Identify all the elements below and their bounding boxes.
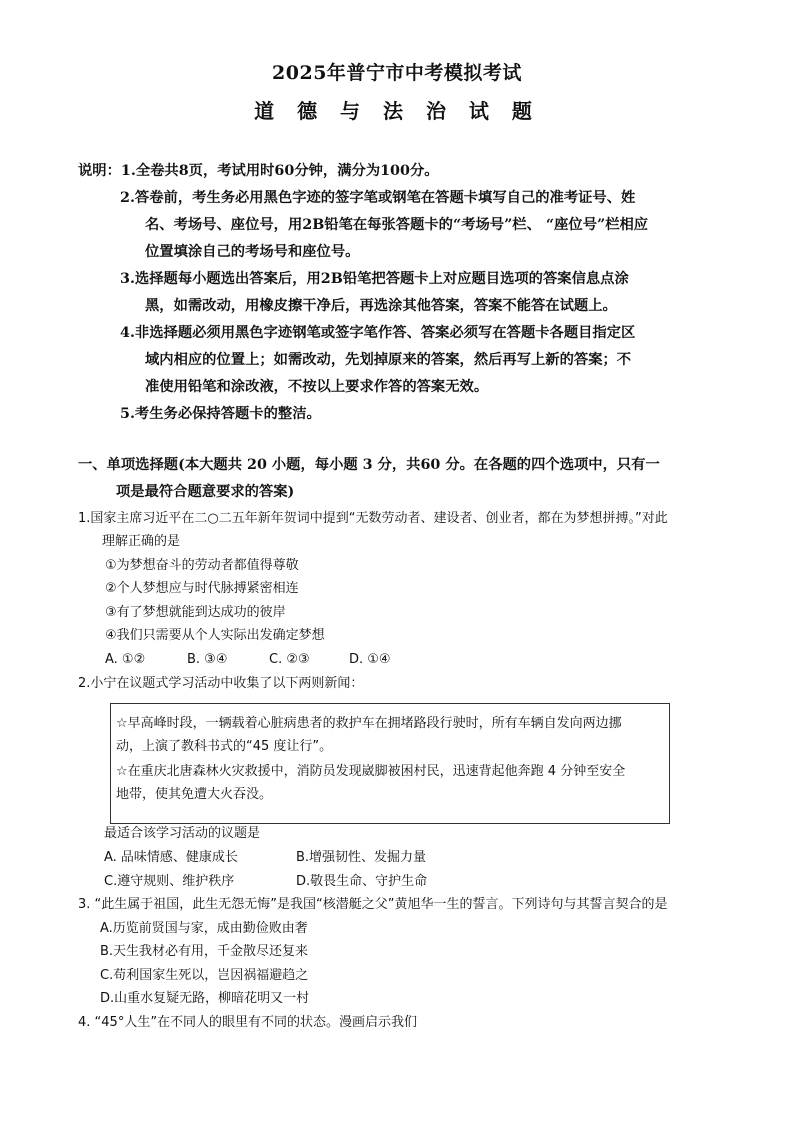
- instructions-item-4-line-2: 域内相应的位置上；如需改动，先划掉原来的答案，然后再写上新的答案；不: [145, 352, 632, 368]
- instructions-item-4-line-3: 准使用铅笔和涂改液，不按以上要求作答的答案无效。: [145, 379, 489, 395]
- q2-option-b: B.增强韧性、发掘力量: [296, 850, 427, 865]
- q1-statement-4: ④我们只需要从个人实际出发确定梦想: [105, 628, 325, 643]
- q1-option-c: C. ②③: [269, 652, 310, 667]
- q2-news-1-line-1: ☆早高峰时段，一辆载着心脏病患者的救护车在拥堵路段行驶时，所有车辆自发向两边挪: [116, 716, 622, 731]
- q3-option-a: A.历览前贤国与家，成由勤俭败由奢: [100, 921, 308, 936]
- q1-statement-3: ③有了梦想就能到达成功的彼岸: [105, 605, 286, 620]
- q2-option-d: D.敬畏生命、守护生命: [296, 874, 428, 889]
- instructions-item-5: 5.考生务必保持答题卡的整洁。: [120, 406, 321, 422]
- q1-option-d: D. ①④: [349, 652, 391, 667]
- instructions-item-4-line-1: 4.非选择题必须用黑色字迹钢笔或签字笔作答、答案必须写在答题卡各题目指定区: [120, 325, 636, 341]
- q2-news-2-line-2: 地带，使其免遭大火吞没。: [116, 787, 273, 802]
- q2-question: 最适合该学习活动的议题是: [104, 826, 261, 841]
- q2-options-row-2: [104, 870, 427, 894]
- q3-stem: 3. “此生属于祖国，此生无怨无悔”是我国“核潜艇之父”黄旭华一生的誓言。下列诗句与其誓言契合的是: [78, 897, 668, 912]
- q2-option-a: A. 品味情感、健康成长: [104, 850, 238, 865]
- instructions-item-3-line-1: 3.选择题每小题选出答案后，用2B铅笔把答题卡上对应题目选项的答案信息点涂: [120, 271, 629, 287]
- q1-options: [105, 648, 391, 672]
- instructions-item-1: [78, 158, 439, 185]
- subject-title: 道 德 与 法 治 试 题: [254, 99, 540, 123]
- exam-title: 2025年普宁市中考模拟考试: [272, 62, 522, 84]
- q3-option-d: D.山重水复疑无路，柳暗花明又一村: [100, 991, 310, 1006]
- q1-option-b: B. ③④: [187, 652, 228, 667]
- q2-option-c: C.遵守规则、维护秩序: [104, 874, 235, 889]
- instructions-text: 1.全卷共8页，考试用时60分钟，满分为100分。: [120, 163, 439, 179]
- instructions-label: 说明：: [78, 163, 121, 179]
- q4-stem: 4. “45°人生”在不同人的眼里有不同的状态。漫画启示我们: [78, 1015, 418, 1030]
- q2-options-row-1: [104, 846, 426, 870]
- q3-option-c: C.苟利国家生死以，岂因祸福避趋之: [100, 968, 309, 983]
- q2-stem: 2.小宁在议题式学习活动中收集了以下两则新闻：: [78, 676, 364, 691]
- section-heading-line-1: 一、单项选择题(本大题共 20 小题，每小题 3 分，共60 分。在各题的四个选项中，只有一: [78, 457, 660, 473]
- instructions-item-2-line-1: 2.答卷前，考生务必用黑色字迹的签字笔或钢笔在答题卡填写自己的准考证号、姓: [120, 190, 636, 206]
- q3-option-b: B.天生我材必有用，千金散尽还复来: [100, 944, 309, 959]
- q1-stem-line-2: 理解正确的是: [102, 534, 181, 549]
- q1-statement-1: ①为梦想奋斗的劳动者都值得尊敬: [105, 558, 299, 573]
- instructions-item-2-line-3: 位置填涂自己的考场号和座位号。: [145, 244, 360, 260]
- q1-stem-line-1: 1.国家主席习近平在二○二五年新年贺词中提到“无数劳动者、建设者、创业者，都在为梦想拼搏。”对此: [78, 511, 668, 526]
- q1-option-a: A. ①②: [105, 652, 146, 667]
- instructions-item-3-line-2: 黑，如需改动，用橡皮擦干净后，再选涂其他答案，答案不能答在试题上。: [145, 298, 617, 314]
- q1-statement-2: ②个人梦想应与时代脉搏紧密相连: [105, 581, 299, 596]
- instructions-item-2-line-2: 名、考场号、座位号，用2B铅笔在每张答题卡的“考场号”栏、 “座位号”栏相应: [145, 217, 649, 233]
- q2-news-1-line-2: 动，上演了教科书式的“45 度让行”。: [116, 739, 333, 754]
- section-heading-line-2: 项是最符合题意要求的答案): [116, 484, 295, 500]
- q2-news-2-line-1: ☆在重庆北唐森林火灾救援中，消防员发现崴脚被困村民，迅速背起他奔跑 4 分钟至安全: [116, 764, 626, 779]
